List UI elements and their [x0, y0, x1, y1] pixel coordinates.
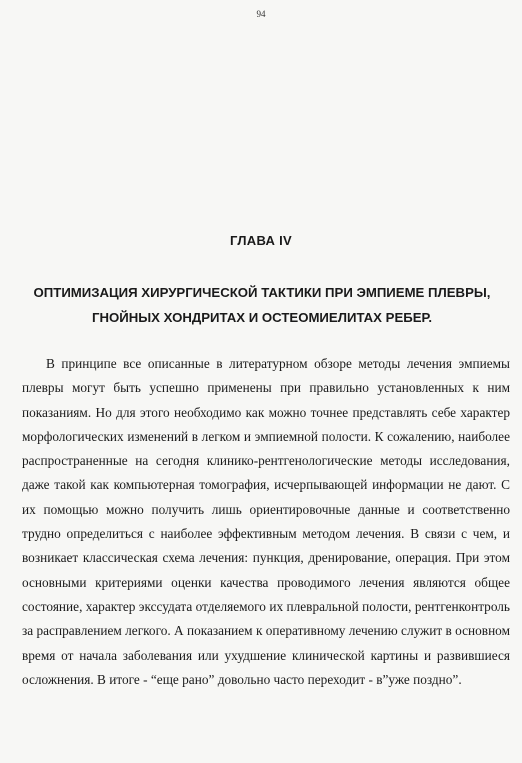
chapter-subtitle-line-1: ОПТИМИЗАЦИЯ ХИРУРГИЧЕСКОЙ ТАКТИКИ ПРИ ЭМПИЕМЕ ПЛЕВРЫ, — [33, 285, 491, 300]
chapter-title: ГЛАВА IV — [230, 233, 292, 248]
body-paragraph: В принципе все описанные в литературном обзоре методы лечения эмпиемы плевры могут быть успешно применены при правильно установленных к ним показаниям. Но для этого необходимо как можно точнее представлять себе характер морфологических изменений в легком и эмпиемной полости. К сожалению, наиболее распространенные на сегодня клинико-рентгенологические методы исследования, даже такой как компьютерная томография, исчерпывающей информации не дают. С их помощью можно получить лишь ориентировочные данные и соответственно трудно определиться с наиболее эффективным методом лечения. В связи с чем, и возникает классическая схема лечения: пункция, дренирование, операция. При этом основными критериями оценки качества проводимого лечения являются общее состояние, характер экссудата отделяемого их плевральной полости, рентгенконтроль за расправлением легкого. А показанием к оперативному лечению служит в основном время от начала заболевания или ухудшение клинической картины и развившиеся осложнения. В итоге - “еще рано” довольно часто переходит - в”уже поздно”. — [22, 356, 510, 687]
page-number: 94 — [256, 9, 266, 19]
chapter-subtitle-line-2: ГНОЙНЫХ ХОНДРИТАХ И ОСТЕОМИЕЛИТАХ РЕБЕР. — [92, 310, 432, 325]
chapter-subtitle — [16, 280, 508, 330]
